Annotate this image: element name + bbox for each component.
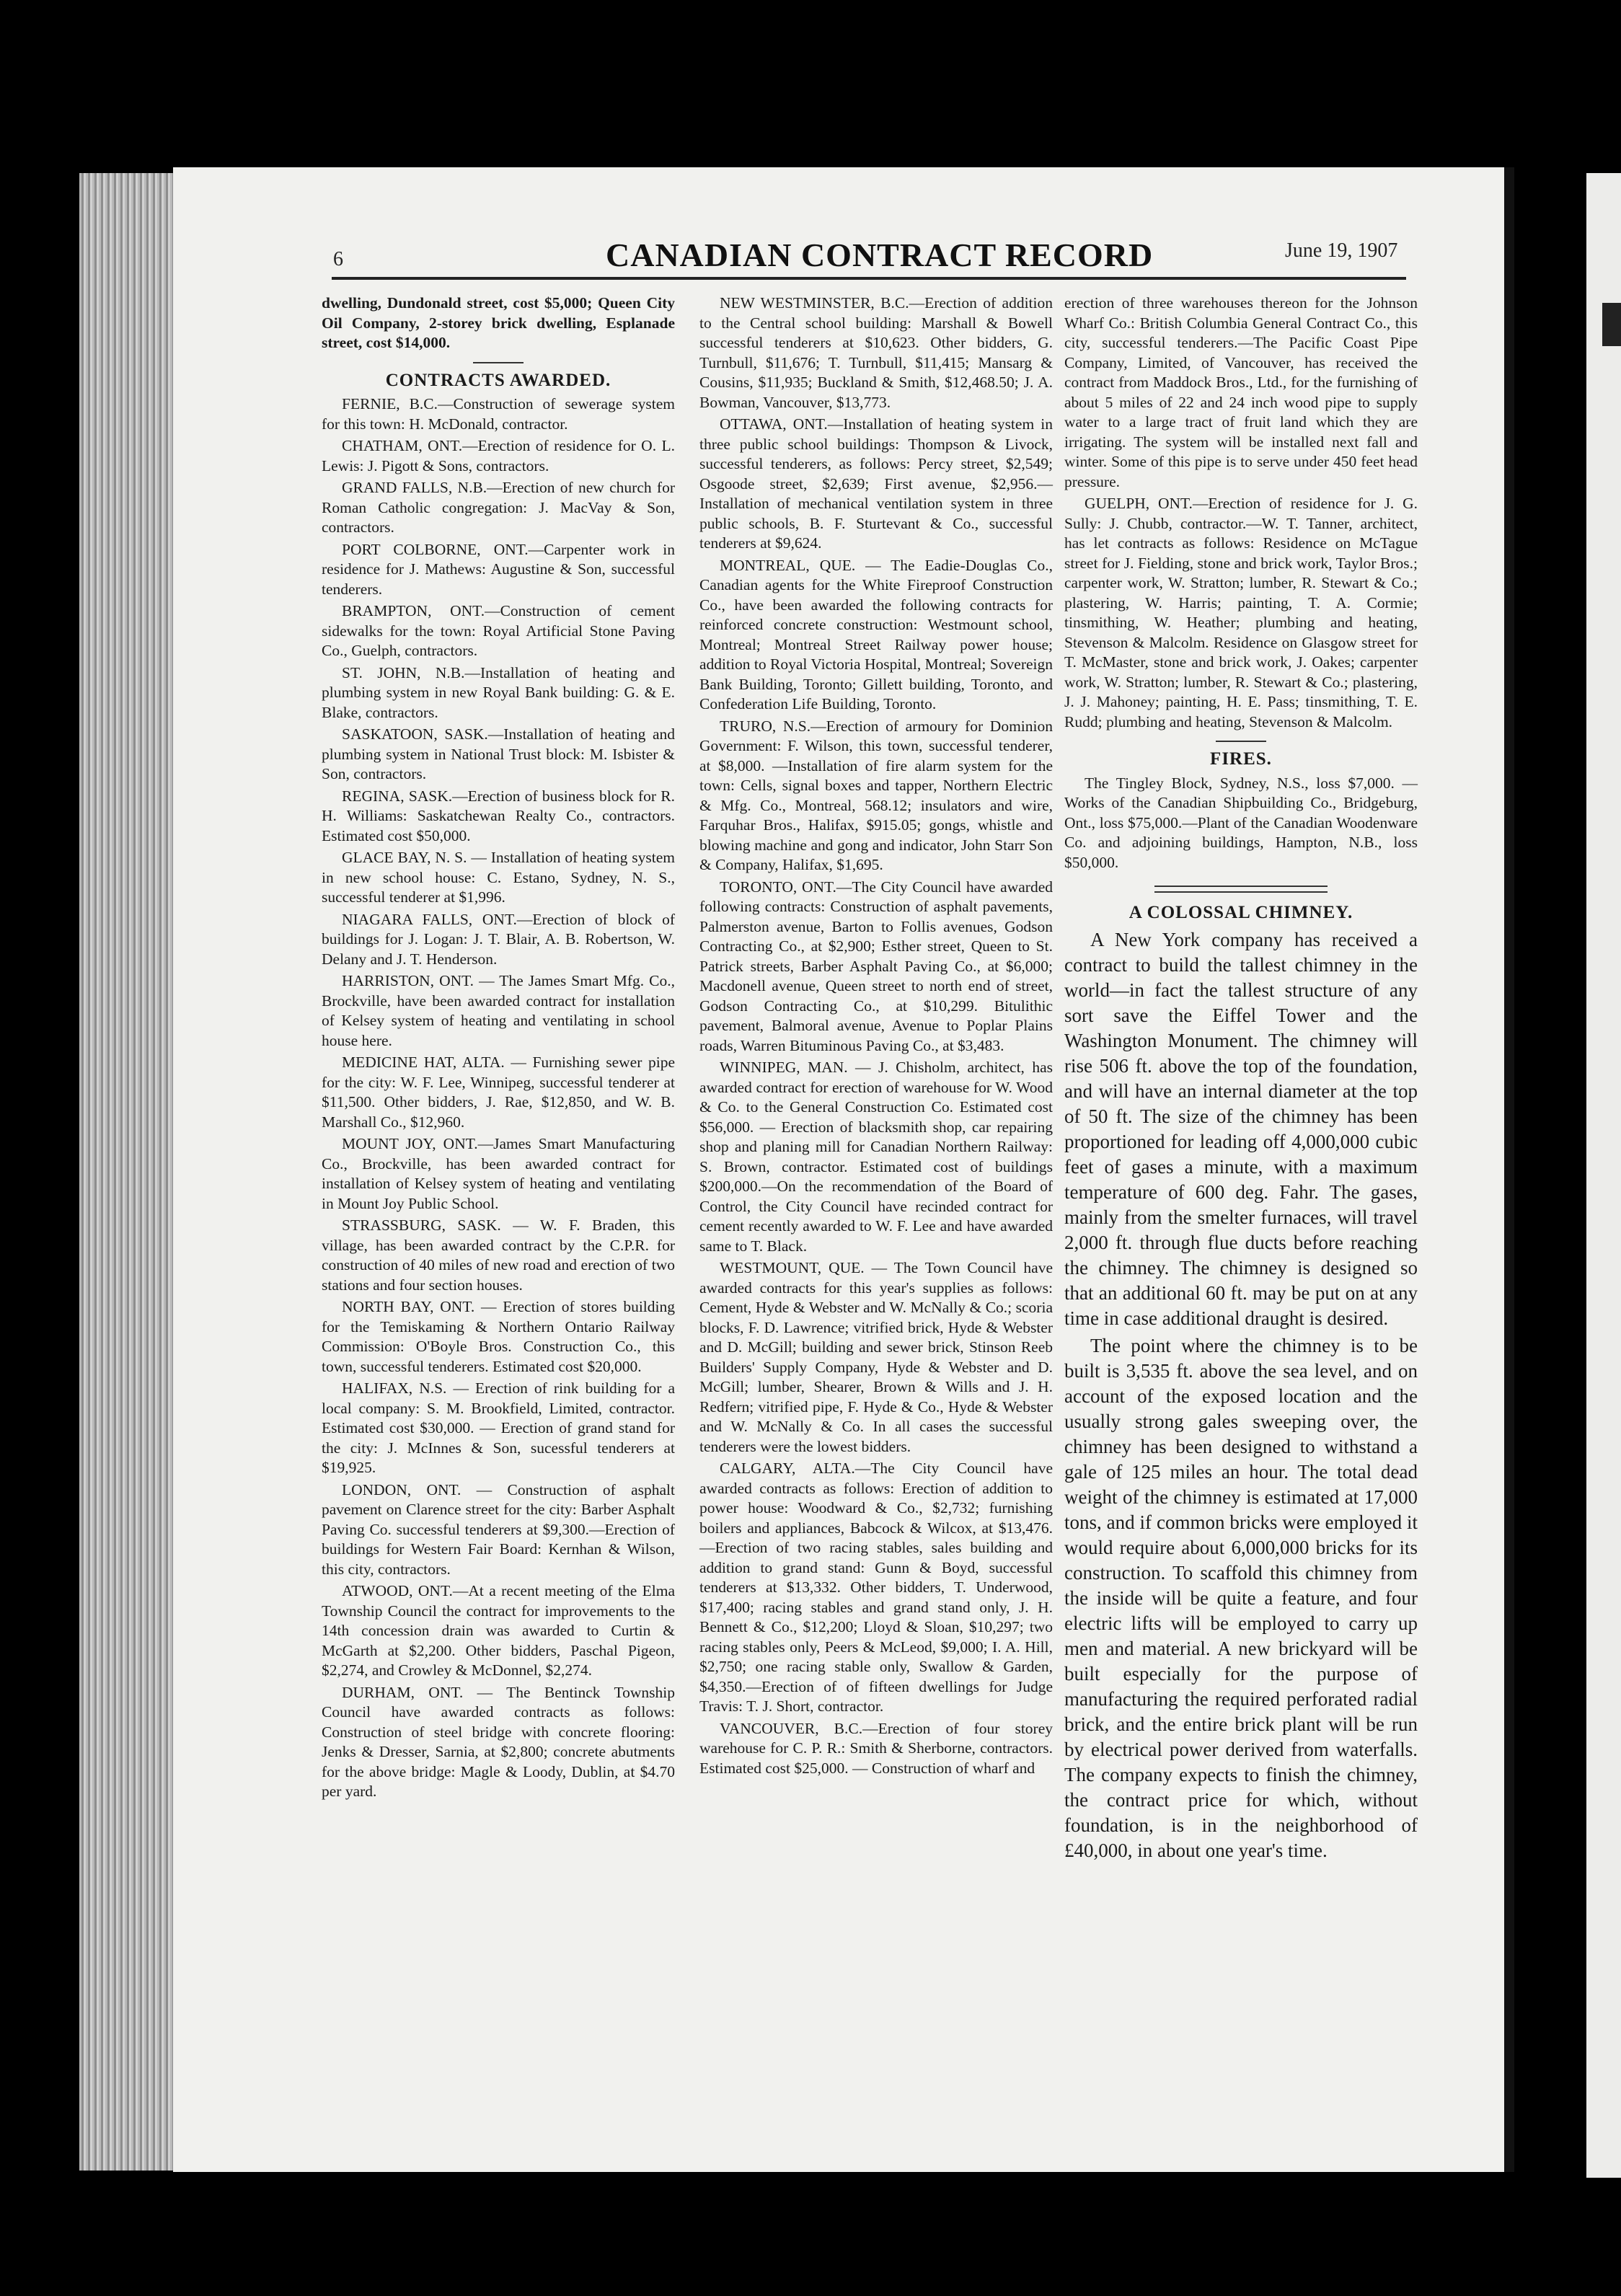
column-2 [699, 293, 1053, 1780]
list-item: MOUNT JOY, ONT.—James Smart Manufacturing Co., Brockville, has been awarded contract for installation of Kelsey system of heating and ventilating in Mount Joy Public School. [322, 1135, 675, 1212]
facing-page-edge [1586, 173, 1621, 2178]
page-header [173, 167, 1514, 286]
list-item: FERNIE, B.C.—Construction of sewerage system for this town: H. McDonald, contractor. [322, 395, 675, 433]
intro-paragraph: dwelling, Dundonald street, cost $5,000; Queen City Oil Company, 2-storey brick dwelling, Esplanade street, cost $14,000. [322, 294, 675, 351]
chimney-paragraph: The point where the chimney is to be built is 3,535 ft. above the sea level, and on account of the exposed location and the usually strong gales sweeping over, the chimney has been designed to withstand a gale of 125 miles an hour. The total dead weight of the chimney is estimated at 17,000 tons, and if common bricks were employed it would require about 6,000,000 bricks for its construction. To scaffold this chimney from the inside will be quite a feature, and four electric lifts will be employed to carry up men and material. A new brickyard will be built especially for the purpose of manufacturing the required perforated radial brick, and the entire brick plant will be run by electrical power derived from waterfalls. The company expects to finish the chimney, the contract price for which, without foundation, is in the neighborhood of £40,000, in about one year's time. [1064, 1334, 1418, 1861]
list-item: CALGARY, ALTA.—The City Council have awarded contracts as follows: Erection of addition to power house: Woodward & Co., $2,732; furnishing boilers and appliances, Babcock & Wilcox, at $13,476.—Erection of two racing stables, sales building and addition to grand stand: Gunn & Boyd, successful tenderers at $13,332. Other bidders, T. Underwood, $17,400; racing stables and grand stand only, J. H. Bennett & Co., $12,200; Lloyd & Sloan, $10,297; two racing stables only, Peers & McLeod, $9,000; I. A. Hill, $2,750; one racing stable only, Swallow & Garden, $4,350.—Erection of of fifteen dwellings for Judge Travis: T. J. Short, contractor. [699, 1460, 1053, 1715]
issue-date: June 19, 1907 [1285, 239, 1398, 262]
list-item: TORONTO, ONT.—The City Council have awarded following contracts: Construction of asphalt pavements, Palmerston avenue, Barton to Follis avenues, Godson Contracting Co., at $2,900; Esther street, Queen to St. Patrick streets, Barber Asphalt Paving Co., at $6,000; Macdonell avenue, Queen street to north end of street, Godson Contracting Co., at $10,299. Bitulithic pavement, Balmoral avenue, Avenue to Poplar Plains roads, Warren Bituminous Paving Co., at $3,483. [699, 878, 1053, 1054]
section-divider [1216, 741, 1266, 742]
list-item: MONTREAL, QUE. — The Eadie-Douglas Co., Canadian agents for the White Fireproof Construction Co., have been awarded the following contracts for reinforced concrete construction: Westmount school, Montreal; Montreal Street Railway power house; addition to Royal Victoria Hospital, Montreal; Sovereign Bank Building, Toronto; Gillett building, Toronto, and Confederation Life Building, Toronto. [699, 556, 1053, 712]
list-item: NORTH BAY, ONT. — Erection of stores building for the Temiskaming & Northern Ontario Railway Commission: O'Boyle Bros. Construction Co., this town, successful tenderers. Estimated cost $20,000. [322, 1298, 675, 1375]
list-item: STRASSBURG, SASK. — W. F. Braden, this village, has been awarded contract by the C.P.R. for construction of 40 miles of new road and erection of two stations and four section houses. [322, 1217, 675, 1294]
header-rule [332, 277, 1406, 280]
list-item: NIAGARA FALLS, ONT.—Erection of block of buildings for J. Logan: J. T. Blair, A. B. Robertson, W. Delany and J. T. Henderson. [322, 910, 675, 968]
continued-paragraph: erection of three warehouses thereon for the Johnson Wharf Co.: British Columbia General Contract Co., this city, successful tenderers.—The Pacific Coast Pipe Company, Limited, of Vancouver, has received the contract from Maddock Bros., Ltd., for the furnishing of about 5 miles of 22 and 24 inch wood pipe to supply water to a large tract of fruit land which they are irrigating. The system will be installed next fall and winter. Some of this pipe is to serve under 450 feet head pressure. [1064, 294, 1418, 490]
list-item: VANCOUVER, B.C.—Erection of four storey warehouse for C. P. R.: Smith & Sherborne, contractors. Estimated cost $25,000. — Construction of wharf and [699, 1719, 1053, 1777]
page-stack-edge [79, 173, 180, 2171]
list-item: ATWOOD, ONT.—At a recent meeting of the Elma Township Council the contract for improvements to the 14th concession drain was awarded to Curtin & McGarth at $2,200. Other bidders, Paschal Pigeon, $2,274, and Crowley & McDonnel, $2,274. [322, 1582, 675, 1679]
list-item: OTTAWA, ONT.—Installation of heating system in three public school buildings: Thompson & Livock, successful tenderers, as follows: Percy street, $2,549; Osgoode street, $2,639; First avenue, $2,956.—Installation of mechanical ventilation system in three public schools, B. F. Sturtevant & Co., successful tenderers at $9,624. [699, 415, 1053, 552]
list-item: SASKATOON, SASK.—Installation of heating and plumbing system in National Trust block: M. Isbister & Son, contractors. [322, 725, 675, 782]
publication-title: CANADIAN CONTRACT RECORD [606, 237, 1154, 273]
list-item: GLACE BAY, N. S. — Installation of heating system in new school house: C. Estano, Sydney, N. S., successful tenderer at $1,996. [322, 849, 675, 906]
list-item: NEW WESTMINSTER, B.C.—Erection of addition to the Central school building: Marshall & Bowell successful tenderers at $10,623. Other bidders, G. Turnbull, $11,676; T. Turnbull, $11,415; Mansarg & Cousins, $11,935; Buckland & Smith, $12,468.50; J. A. Bowman, Vancouver, $13,773. [699, 294, 1053, 411]
list-item: LONDON, ONT. — Construction of asphalt pavement on Clarence street for the city: Barber Asphalt Paving Co. successful tenderers at $9,300.—Erection of buildings for Western Fair Board: Kernhan & Wilson, this city, contractors. [322, 1480, 675, 1578]
section-divider [473, 362, 524, 363]
list-item: ST. JOHN, N.B.—Installation of heating and plumbing system in new Royal Bank building: G. & E. Blake, contractors. [322, 663, 675, 721]
list-item: WESTMOUNT, QUE. — The Town Council have awarded contracts for this year's supplies as follows: Cement, Hyde & Webster and W. McNally & Co.; scoria blocks, F. D. Lawrence; vitrified brick, Hyde & Webster and D. McGill; building and sewer brick, Stinson Reeb Builders' Supply Company, Hyde & Webster and D. McGill; lumber, Shearer, Brown & Wills and J. H. Redfern; vitrified pipe, F. Hyde & Co., Hyde & Webster and W. McNally & Co. In all cases the successful tenderers were the lowest bidders. [699, 1259, 1053, 1455]
list-item: BRAMPTON, ONT.—Construction of cement sidewalks for the town: Royal Artificial Stone Paving Co., Guelph, contractors. [322, 602, 675, 659]
list-item: WINNIPEG, MAN. — J. Chisholm, architect, has awarded contract for erection of warehouse for W. Wood & Co. to the General Construction Co. Estimated cost $56,000. — Erection of blacksmith shop, car repairing shop and planing mill for Canadian Northern Railway: S. Brown, contractor. Estimated cost of buildings $200,000.—On the recommendation of the Board of Control, the City Council have recinded contract for cement recently awarded to W. F. Lee and have awarded same to T. Black. [699, 1059, 1053, 1255]
list-item: HALIFAX, N.S. — Erection of rink building for a local company: S. M. Brookfield, Limited, contractor. Estimated cost $30,000. — Erection of grand stand for the city: J. McInnes & Son, sucessful tenderers at $19,925. [322, 1379, 675, 1476]
chimney-article [1064, 927, 1418, 1863]
list-item: MEDICINE HAT, ALTA. — Furnishing sewer pipe for the city: W. F. Lee, Winnipeg, successful tenderer at $11,500. Other bidders, J. Rae, $12,850, and W. B. Marshall Co., $12,960. [322, 1054, 675, 1131]
column-1 [322, 293, 675, 1804]
list-item: PORT COLBORNE, ONT.—Carpenter work in residence for J. Mathews: Augustine & Son, successful tenderers. [322, 540, 675, 598]
contracts-awarded-heading: CONTRACTS AWARDED. [385, 370, 611, 390]
newspaper-page [173, 167, 1514, 2172]
column-3 [1064, 293, 1418, 1866]
page-number: 6 [333, 248, 343, 270]
list-item: GRAND FALLS, N.B.—Erection of new church for Roman Catholic congregation: J. MacVay & Son, contractors. [322, 479, 675, 536]
list-item: REGINA, SASK.—Erection of business block for R. H. Williams: Saskatchewan Realty Co., contractors. Estimated cost $50,000. [322, 787, 675, 844]
section-divider-double [1154, 886, 1328, 893]
list-item: HARRISTON, ONT. — The James Smart Mfg. Co., Brockville, have been awarded contract for installation of Kelsey system of heating and ventilating in school house here. [322, 972, 675, 1049]
list-item: CHATHAM, ONT.—Erection of residence for O. L. Lewis: J. Pigott & Sons, contractors. [322, 437, 675, 474]
list-item: DURHAM, ONT. — The Bentinck Township Council have awarded contracts as follows: Construction of steel bridge with concrete flooring: Jenks & Dresser, Sarnia, at $2,800; concrete abutments for the above bridge: Magle & Loody, Dublin, at $4.70 per yard. [322, 1683, 675, 1800]
chimney-heading: A COLOSSAL CHIMNEY. [1128, 903, 1353, 922]
list-item: TRURO, N.S.—Erection of armoury for Dominion Government: F. Wilson, this town, successful tenderer, at $8,000. —Installation of fire alarm system for the town: Cells, signal boxes and tapper, Northern Electric & Mfg. Co., Montreal, 568.12; insulators and wire, Farquhar Bros., Halifax, $915.05; gongs, whistle and blowing machine and gong and indicator, John Starr Son & Company, Halifax, $1,695. [699, 717, 1053, 873]
list-item: GUELPH, ONT.—Erection of residence for J. G. Sully: J. Chubb, contractor.—W. T. Tanner, architect, has let contracts as follows: Residence on McTague street for J. Fielding, stone and brick work, Taylor Bros.; carpenter work, W. Stratton; lumber, R. Stewart & Co.; plastering, W. Harris; painting, T. A. Cormie; tinsmithing, W. Heather; plumbing and heating, Stevenson & Malcolm. Residence on Glasgow street for T. McMaster, stone and brick work, J. Oakes; carpenter work, W. Stratton; lumber, R. Stewart & Co.; plastering, J. J. Mahoney; painting, H. E. Pass; tinsmithing, T. E. Rudd; plumbing and heating, Stevenson & Malcolm. [1064, 495, 1418, 730]
fires-paragraph: The Tingley Block, Sydney, N.S., loss $7,000. — Works of the Canadian Shipbuilding Co., Bridgeburg, Ont., loss $75,000.—Plant of the Canadian Woodenware Co. and adjoining buildings, Hampton, N.B., loss $50,000. [1064, 774, 1418, 871]
chimney-paragraph: A New York company has received a contract to build the tallest chimney in the world—in fact the tallest structure of any sort save the Eiffel Tower and the Washington Monument. The chimney will rise 506 ft. above the top of the foundation, and will have an internal diameter at the top of 50 ft. The size of the chimney has been proportioned for leading off 4,000,000 cubic feet of gases a minute, with a maximum temperature of 600 deg. Fahr. The gases, mainly from the smelter furnaces, will travel 2,000 ft. through flue ducts before reaching the chimney. The chimney is designed so that an additional 60 ft. may be put on at any time in case additional draught is desired. [1064, 928, 1418, 1329]
fires-heading: FIRES. [1210, 749, 1272, 769]
